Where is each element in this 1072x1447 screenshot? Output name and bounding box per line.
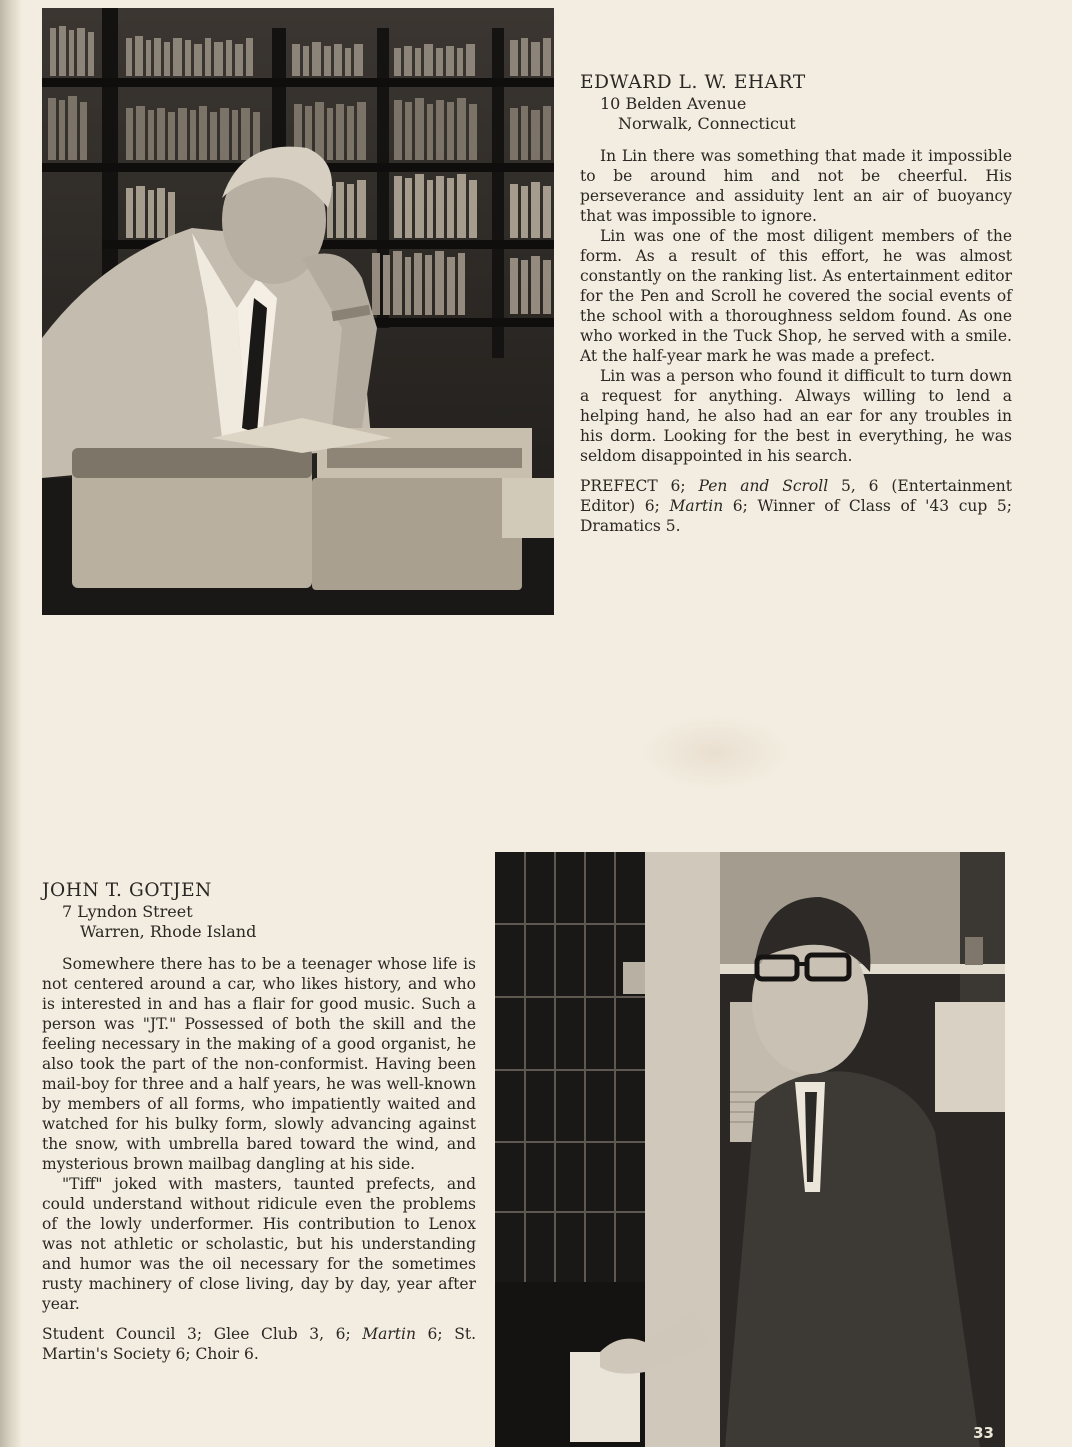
city-state: Warren, Rhode Island: [80, 922, 257, 941]
activities-italic: Martin: [669, 497, 724, 515]
yearbook-entry-gotjen: [42, 880, 476, 1364]
activities-italic: Martin: [362, 1325, 416, 1343]
activities-text: 5, 6 (Entertainment Editor) 6;: [580, 477, 1012, 515]
photo-ehart-library: [42, 8, 554, 615]
student-name: JOHN T. GOTJEN: [42, 880, 212, 901]
bio-paragraph: Somewhere there has to be a teenager whose life is not centered around a car, who likes history, and who is interested in and has a flair for good music. Such a person was "JT." Possessed of both the skill and the feeling necessary in the making of a good organist, he also took the part of the non-conformist. Having been mail-boy for three and a half years, he was well-known by members of all forms, who impatiently waited and watched for his bulky form, slowly advancing against the snow, with umbrella bared toward the wind, and mysterious brown mailbag dangling at his side.: [42, 955, 476, 1173]
activities-list: [42, 1324, 476, 1364]
paper-stain: [640, 715, 790, 790]
activities-italic: Pen and Scroll: [698, 477, 829, 495]
student-name: EDWARD L. W. EHART: [580, 72, 806, 93]
city-state: Norwalk, Connecticut: [618, 114, 796, 133]
biography: [42, 954, 476, 1314]
bio-paragraph: In Lin there was something that made it impossible to be around him and not be cheerful. His perseverance and assiduity lent an air of buoyancy that was impossible to ignore.: [580, 147, 1012, 225]
page-gutter-shadow: [0, 0, 22, 1447]
page-number: 33: [973, 1424, 994, 1442]
street-address: 10 Belden Avenue: [600, 94, 747, 113]
bio-paragraph: Lin was one of the most diligent members of the form. As a result of this effort, he was almost constantly on the ranking list. As entertainment editor for the Pen and Scroll he covered the social events of the school with a thoroughness seldom found. As one who worked in the Tuck Shop, he served with a smile. At the half-year mark he was made a prefect.: [580, 227, 1012, 365]
street-address: 7 Lyndon Street: [62, 902, 193, 921]
bio-paragraph: "Tiff" joked with masters, taunted prefects, and could understand without ridicule even the problems of the lowly underformer. His contribution to Lenox was not athletic or scholastic, but his understanding and humor was the oil necessary for the sometimes rusty machinery of close living, day by day, year after year.: [42, 1175, 476, 1313]
activities-list: [580, 476, 1012, 536]
activities-text: Student Council 3; Glee Club 3, 6;: [42, 1325, 363, 1343]
bio-paragraph: Lin was a person who found it difficult to turn down a request for anything. Always willing to lend a helping hand, he also had an ear for any troubles in his dorm. Looking for the best in everything, he was seldom disappointed in his search.: [580, 367, 1012, 465]
biography: [580, 146, 1012, 466]
activities-text: PREFECT 6;: [580, 477, 699, 495]
activities-text: 6; Winner of Class of '43 cup 5; Dramatics 5.: [580, 497, 1012, 535]
yearbook-entry-ehart: [580, 72, 1012, 536]
activities-text: 6; St. Martin's Society 6; Choir 6.: [42, 1325, 476, 1363]
photo-gotjen-mailboxes: [495, 852, 1005, 1447]
